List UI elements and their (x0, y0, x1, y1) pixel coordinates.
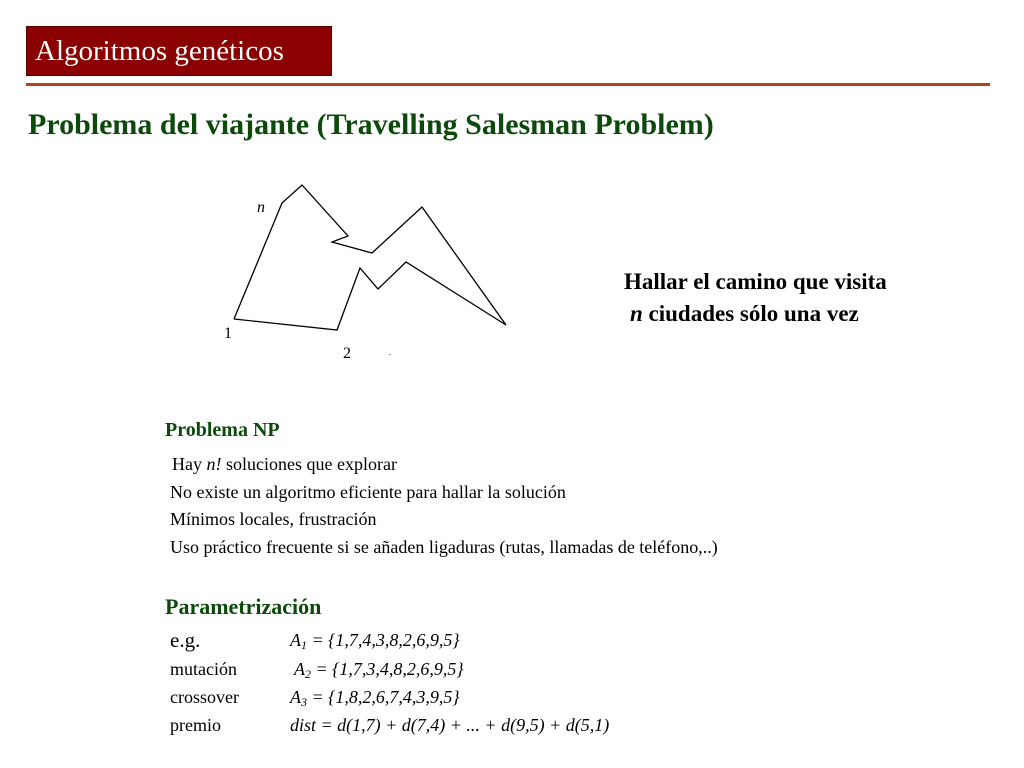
param-label-eg: e.g. (170, 628, 201, 652)
np-item-1-pre: Hay (172, 454, 207, 474)
np-section-title: Problema NP (165, 419, 280, 441)
param-value-dist: dist = d(1,7) + d(7,4) + ... + d(9,5) + d(5,1) (290, 715, 610, 735)
stray-dot: . (389, 348, 391, 357)
param-label-mutacion: mutación (170, 659, 237, 679)
tsp-route-diagram (215, 175, 525, 365)
node-label-1: 1 (224, 325, 232, 342)
np-item-3: Mínimos locales, frustración (170, 509, 377, 529)
param-label-premio: premio (170, 715, 221, 735)
np-item-1-var: n! (206, 454, 222, 474)
param-section-title: Parametrización (165, 594, 322, 619)
np-item-4: Uso práctico frecuente si se añaden ligaduras (rutas, llamadas de teléfono,..) (170, 536, 718, 557)
param-value-a1: $A_1 = \{1,7,4,3,8,2,6,9,5\}$ (290, 630, 460, 652)
tsp-line-2 (624, 298, 887, 330)
param-value-a3: $A_3 = \{1,8,2,6,7,4,3,9,5\}$ (290, 687, 460, 709)
slide-title-box (26, 26, 332, 76)
tsp-var-n: n (630, 301, 643, 326)
tsp-description (624, 266, 887, 330)
node-label-2: 2 (343, 345, 351, 362)
tsp-line-2-rest: ciudades sólo una vez (642, 301, 859, 326)
node-label-n: n (257, 199, 265, 216)
param-value-a2: $A_2 = \{1,7,3,4,8,2,6,9,5\}$ (294, 659, 464, 681)
slide-title: Algoritmos genéticos (35, 35, 284, 67)
tsp-line-1: Hallar el camino que visita (624, 269, 887, 294)
np-item-1 (170, 451, 718, 479)
tsp-route-path (234, 185, 506, 330)
title-divider (26, 83, 990, 86)
np-list (170, 451, 718, 561)
np-item-2: No existe un algoritmo eficiente para hallar la solución (170, 481, 566, 502)
param-label-crossover: crossover (170, 687, 239, 707)
np-item-1-post: soluciones que explorar (221, 454, 397, 474)
slide-heading: Problema del viajante (Travelling Salesman Problem) (28, 108, 714, 141)
